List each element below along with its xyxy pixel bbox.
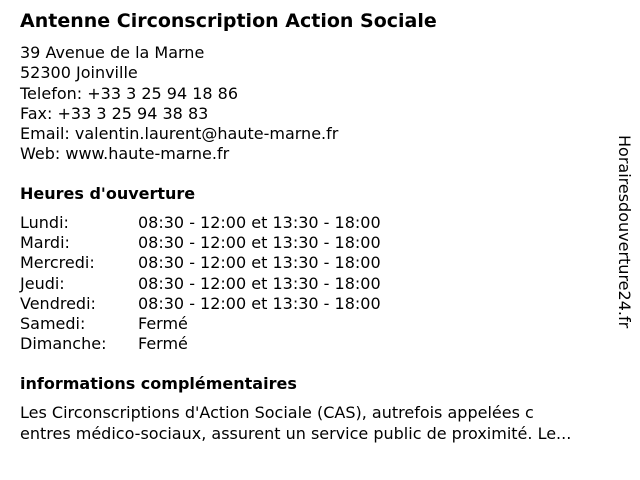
hours-row-tuesday [20,233,381,253]
street-address: 39 Avenue de la Marne [20,43,205,62]
email-address[interactable]: Email: valentin.laurent@haute-marne.fr [20,124,339,144]
phone-number[interactable]: Telefon: +33 3 25 94 18 86 [20,83,239,103]
day-label: Mardi: [20,233,70,253]
day-label: Dimanche: [20,334,107,354]
hours-row-friday [20,294,381,314]
additional-info-heading: informations complémentaires [20,374,297,393]
time-range: 08:30 - 12:00 et 13:30 - 18:00 [138,213,381,232]
site-watermark: Horairesdouverture24.fr [615,135,634,329]
hours-row-wednesday [20,253,381,273]
day-label: Samedi: [20,314,86,334]
hours-row-sunday [20,334,381,354]
hours-row-thursday [20,274,381,294]
day-label: Jeudi: [20,273,65,293]
time-range: 08:30 - 12:00 et 13:30 - 18:00 [138,273,381,293]
time-range: 08:30 - 12:00 et 13:30 - 18:00 [138,253,381,273]
time-range: Fermé [138,334,188,354]
website-link[interactable]: Web: www.haute-marne.fr [20,144,230,164]
description-line: Les Circonscriptions d'Action Sociale (CAS), autrefois appelées c [20,403,534,422]
hours-row-saturday [20,314,381,334]
day-label: Mercredi: [20,253,95,273]
postal-city: 52300 Joinville [20,63,138,83]
opening-hours-table [20,213,381,354]
time-range: 08:30 - 12:00 et 13:30 - 18:00 [138,293,381,313]
time-range: 08:30 - 12:00 et 13:30 - 18:00 [138,233,381,253]
hours-row-monday [20,213,381,233]
description-line: entres médico-sociaux, assurent un service public de proximité. Le... [20,423,572,443]
additional-info-text [20,403,620,444]
office-title: Antenne Circonscription Action Sociale [20,10,437,32]
opening-hours-heading: Heures d'ouverture [20,184,196,203]
day-label: Vendredi: [20,293,96,313]
fax-number: Fax: +33 3 25 94 38 83 [20,103,209,123]
day-label: Lundi: [20,213,69,232]
contact-block [20,43,338,165]
time-range: Fermé [138,314,188,334]
